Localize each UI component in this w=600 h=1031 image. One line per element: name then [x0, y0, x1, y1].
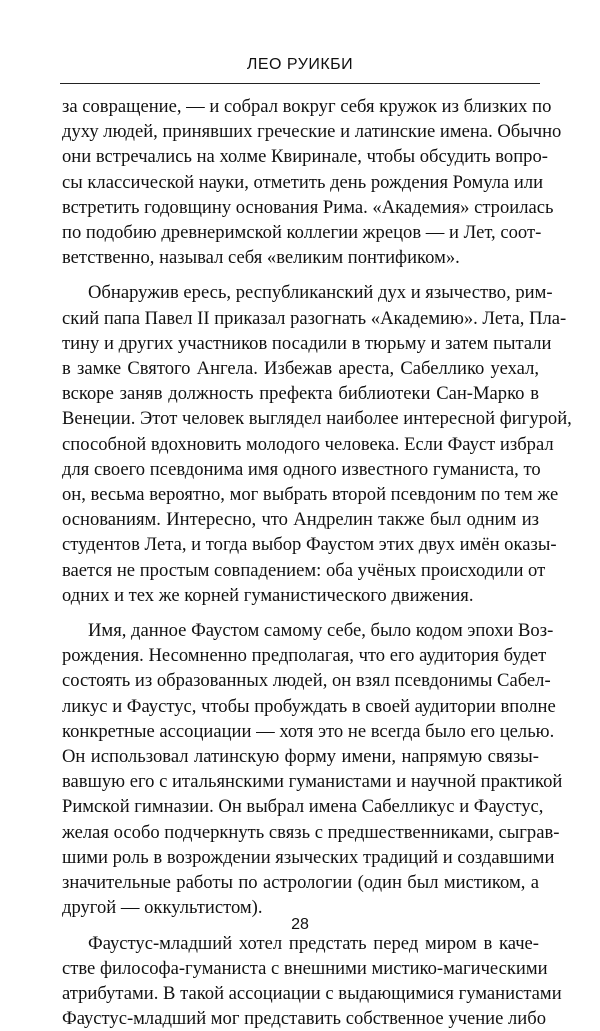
- text-line: ский папа Павел II приказал разогнать «Академию». Лета, Пла-: [62, 306, 539, 331]
- body-text: [62, 94, 539, 1031]
- text-line: Имя, данное Фаустом самому себе, было кодом эпохи Воз-: [62, 618, 539, 643]
- text-line: они встречались на холме Квиринале, чтобы обсудить вопро-: [62, 144, 539, 169]
- text-line: стве философа-гуманиста с внешними мистико-магическими: [62, 956, 539, 981]
- text-line: Фаустус-младший хотел предстать перед миром в каче-: [62, 931, 539, 956]
- paragraph: [62, 931, 539, 1031]
- text-line: студентов Лета, и тогда выбор Фаустом этих двух имён оказы-: [62, 532, 539, 557]
- text-line: одних и тех же корней гуманистического движения.: [62, 583, 539, 608]
- text-line: значительные работы по астрологии (один был мистиком, а: [62, 870, 539, 895]
- text-line: шими роль в возрождении языческих традиций и создавшими: [62, 845, 539, 870]
- text-line: желая особо подчеркнуть связь с предшественниками, сыграв-: [62, 820, 539, 845]
- header-rule: [60, 83, 540, 84]
- text-line: рождения. Несомненно предполагая, что его аудитория будет: [62, 643, 539, 668]
- text-line: духу людей, принявших греческие и латинские имена. Обычно: [62, 119, 539, 144]
- page-number: 28: [0, 915, 600, 935]
- text-line: Венеции. Этот человек выглядел наиболее интересной фигурой,: [62, 406, 539, 431]
- text-line: состоять из образованных людей, он взял псевдонимы Сабел-: [62, 668, 539, 693]
- paragraph: [62, 618, 539, 920]
- text-line: вавшую его с итальянскими гуманистами и научной практикой: [62, 769, 539, 794]
- text-line: основаниям. Интересно, что Андрелин также был одним из: [62, 507, 539, 532]
- text-line: сы классической науки, отметить день рождения Ромула или: [62, 170, 539, 195]
- text-line: вскоре заняв должность префекта библиотеки Сан-Марко в: [62, 381, 539, 406]
- text-line: по подобию древнеримской коллегии жрецов — и Лет, соот-: [62, 220, 539, 245]
- text-line: атрибутами. В такой ассоциации с выдающимися гуманистами: [62, 981, 539, 1006]
- text-line: встретить годовщину основания Рима. «Академия» строилась: [62, 195, 539, 220]
- paragraph: [62, 94, 539, 270]
- text-line: конкретные ассоциации — хотя это не всегда было его целью.: [62, 719, 539, 744]
- paragraph-gap: [62, 270, 539, 280]
- text-line: за совращение, — и собрал вокруг себя кружок из близких по: [62, 94, 539, 119]
- running-head: ЛЕО РУИКБИ: [0, 55, 600, 75]
- text-line: другой — оккультистом).: [62, 895, 539, 920]
- text-line: ветственно, называл себя «великим понтификом».: [62, 245, 539, 270]
- text-line: Он использовал латинскую форму имени, напрямую связы-: [62, 744, 539, 769]
- text-line: тину и других участников посадили в тюрьму и затем пытали: [62, 331, 539, 356]
- paragraph: [62, 280, 539, 608]
- text-line: способной вдохновить молодого человека. Если Фауст избрал: [62, 432, 539, 457]
- text-line: для своего псевдонима имя одного известного гуманиста, то: [62, 457, 539, 482]
- text-line: в замке Святого Ангела. Избежав ареста, Сабеллико уехал,: [62, 356, 539, 381]
- text-line: ликус и Фаустус, чтобы пробуждать в своей аудитории вполне: [62, 694, 539, 719]
- text-line: Обнаружив ересь, республиканский дух и язычество, рим-: [62, 280, 539, 305]
- paragraph-gap: [62, 608, 539, 618]
- text-line: Римской гимназии. Он выбрал имена Сабелликус и Фаустус,: [62, 794, 539, 819]
- text-line: он, весьма вероятно, мог выбрать второй псевдоним по тем же: [62, 482, 539, 507]
- text-line: вается не простым совпадением: оба учёных происходили от: [62, 558, 539, 583]
- text-line: Фаустус-младший мог представить собственное учение либо: [62, 1006, 539, 1031]
